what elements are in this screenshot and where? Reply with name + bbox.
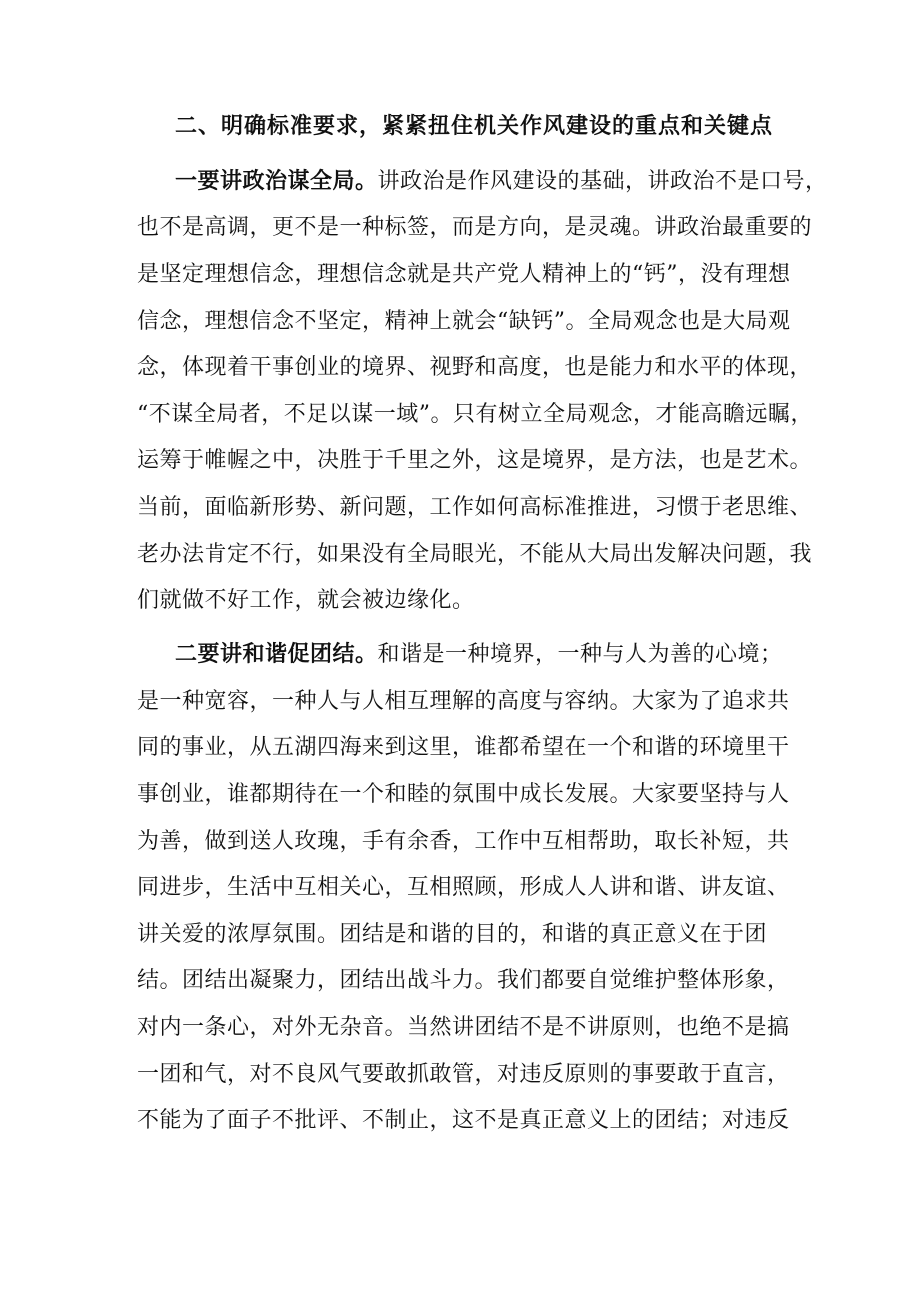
- paragraph-2-line: 是一种宽容，一种人与人相互理解的高度与容纳。大家为了追求共: [137, 689, 790, 714]
- paragraph-1-line: 老办法肯定不行，如果没有全局眼光，不能从大局出发解决问题，我: [137, 542, 813, 567]
- paragraph-1-line: 当前，面临新形势、新问题，工作如何高标准推进，习惯于老思维、: [137, 495, 813, 520]
- paragraph-1-first-line-text: 讲政治是作风建设的基础，讲政治不是口号，: [377, 169, 828, 194]
- paragraph-2-line: 为善，做到送人玫瑰，手有余香，工作中互相帮助，取长补短，共: [137, 829, 790, 854]
- paragraph-1-line: 运筹于帷幄之中，决胜于千里之外，这是境界，是方法，也是艺术。: [137, 448, 813, 473]
- paragraph-1-line: 念，体现着干事创业的境界、视野和高度，也是能力和水平的体现，: [137, 355, 813, 380]
- paragraph-1-line: 也不是高调，更不是一种标签，而是方向，是灵魂。讲政治最重要的: [137, 215, 813, 240]
- paragraph-1-line: 们就做不好工作，就会被边缘化。: [137, 588, 475, 613]
- paragraph-2-line: 一团和气，对不良风气要敢抓敢管，对违反原则的事要敢于直言，: [137, 1062, 790, 1087]
- paragraph-1-line: “不谋全局者，不足以谋一域”。只有树立全局观念，才能高瞻远瞩，: [137, 402, 813, 427]
- paragraph-2-first-line-text: 和谐是一种境界，一种与人为善的心境；: [377, 642, 783, 667]
- paragraph-1-line: 是坚定理想信念，理想信念就是共产党人精神上的“钙”，没有理想: [137, 262, 791, 287]
- paragraph-2-line: 对内一条心，对外无杂音。当然讲团结不是不讲原则，也绝不是搞: [137, 1015, 790, 1040]
- paragraph-2-line: 讲关爱的浓厚氛围。团结是和谐的目的，和谐的真正意义在于团: [137, 922, 768, 947]
- paragraph-1-lead: 一要讲政治谋全局。: [175, 169, 378, 194]
- paragraph-2-line: 同的事业，从五湖四海来到这里，谁都希望在一个和谐的环境里干: [137, 735, 790, 760]
- paragraph-2-line: 不能为了面子不批评、不制止，这不是真正意义上的团结；对违反: [137, 1108, 790, 1133]
- section-heading: 二、明确标准要求，紧紧扭住机关作风建设的重点和关键点: [175, 114, 774, 139]
- paragraph-2-line: 事创业，谁都期待在一个和睦的氛围中成长发展。大家要坚持与人: [137, 782, 790, 807]
- paragraph-2-first-line: [175, 640, 783, 670]
- paragraph-1-first-line: [175, 167, 828, 197]
- paragraph-2-line: 同进步，生活中互相关心，互相照顾，形成人人讲和谐、讲友谊、: [137, 875, 790, 900]
- paragraph-2-lead: 二要讲和谐促团结。: [175, 642, 378, 667]
- paragraph-2-line: 结。团结出凝聚力，团结出战斗力。我们都要自觉维护整体形象，: [137, 968, 790, 993]
- paragraph-1-line: 信念，理想信念不坚定，精神上就会“缺钙”。全局观念也是大局观: [137, 309, 791, 334]
